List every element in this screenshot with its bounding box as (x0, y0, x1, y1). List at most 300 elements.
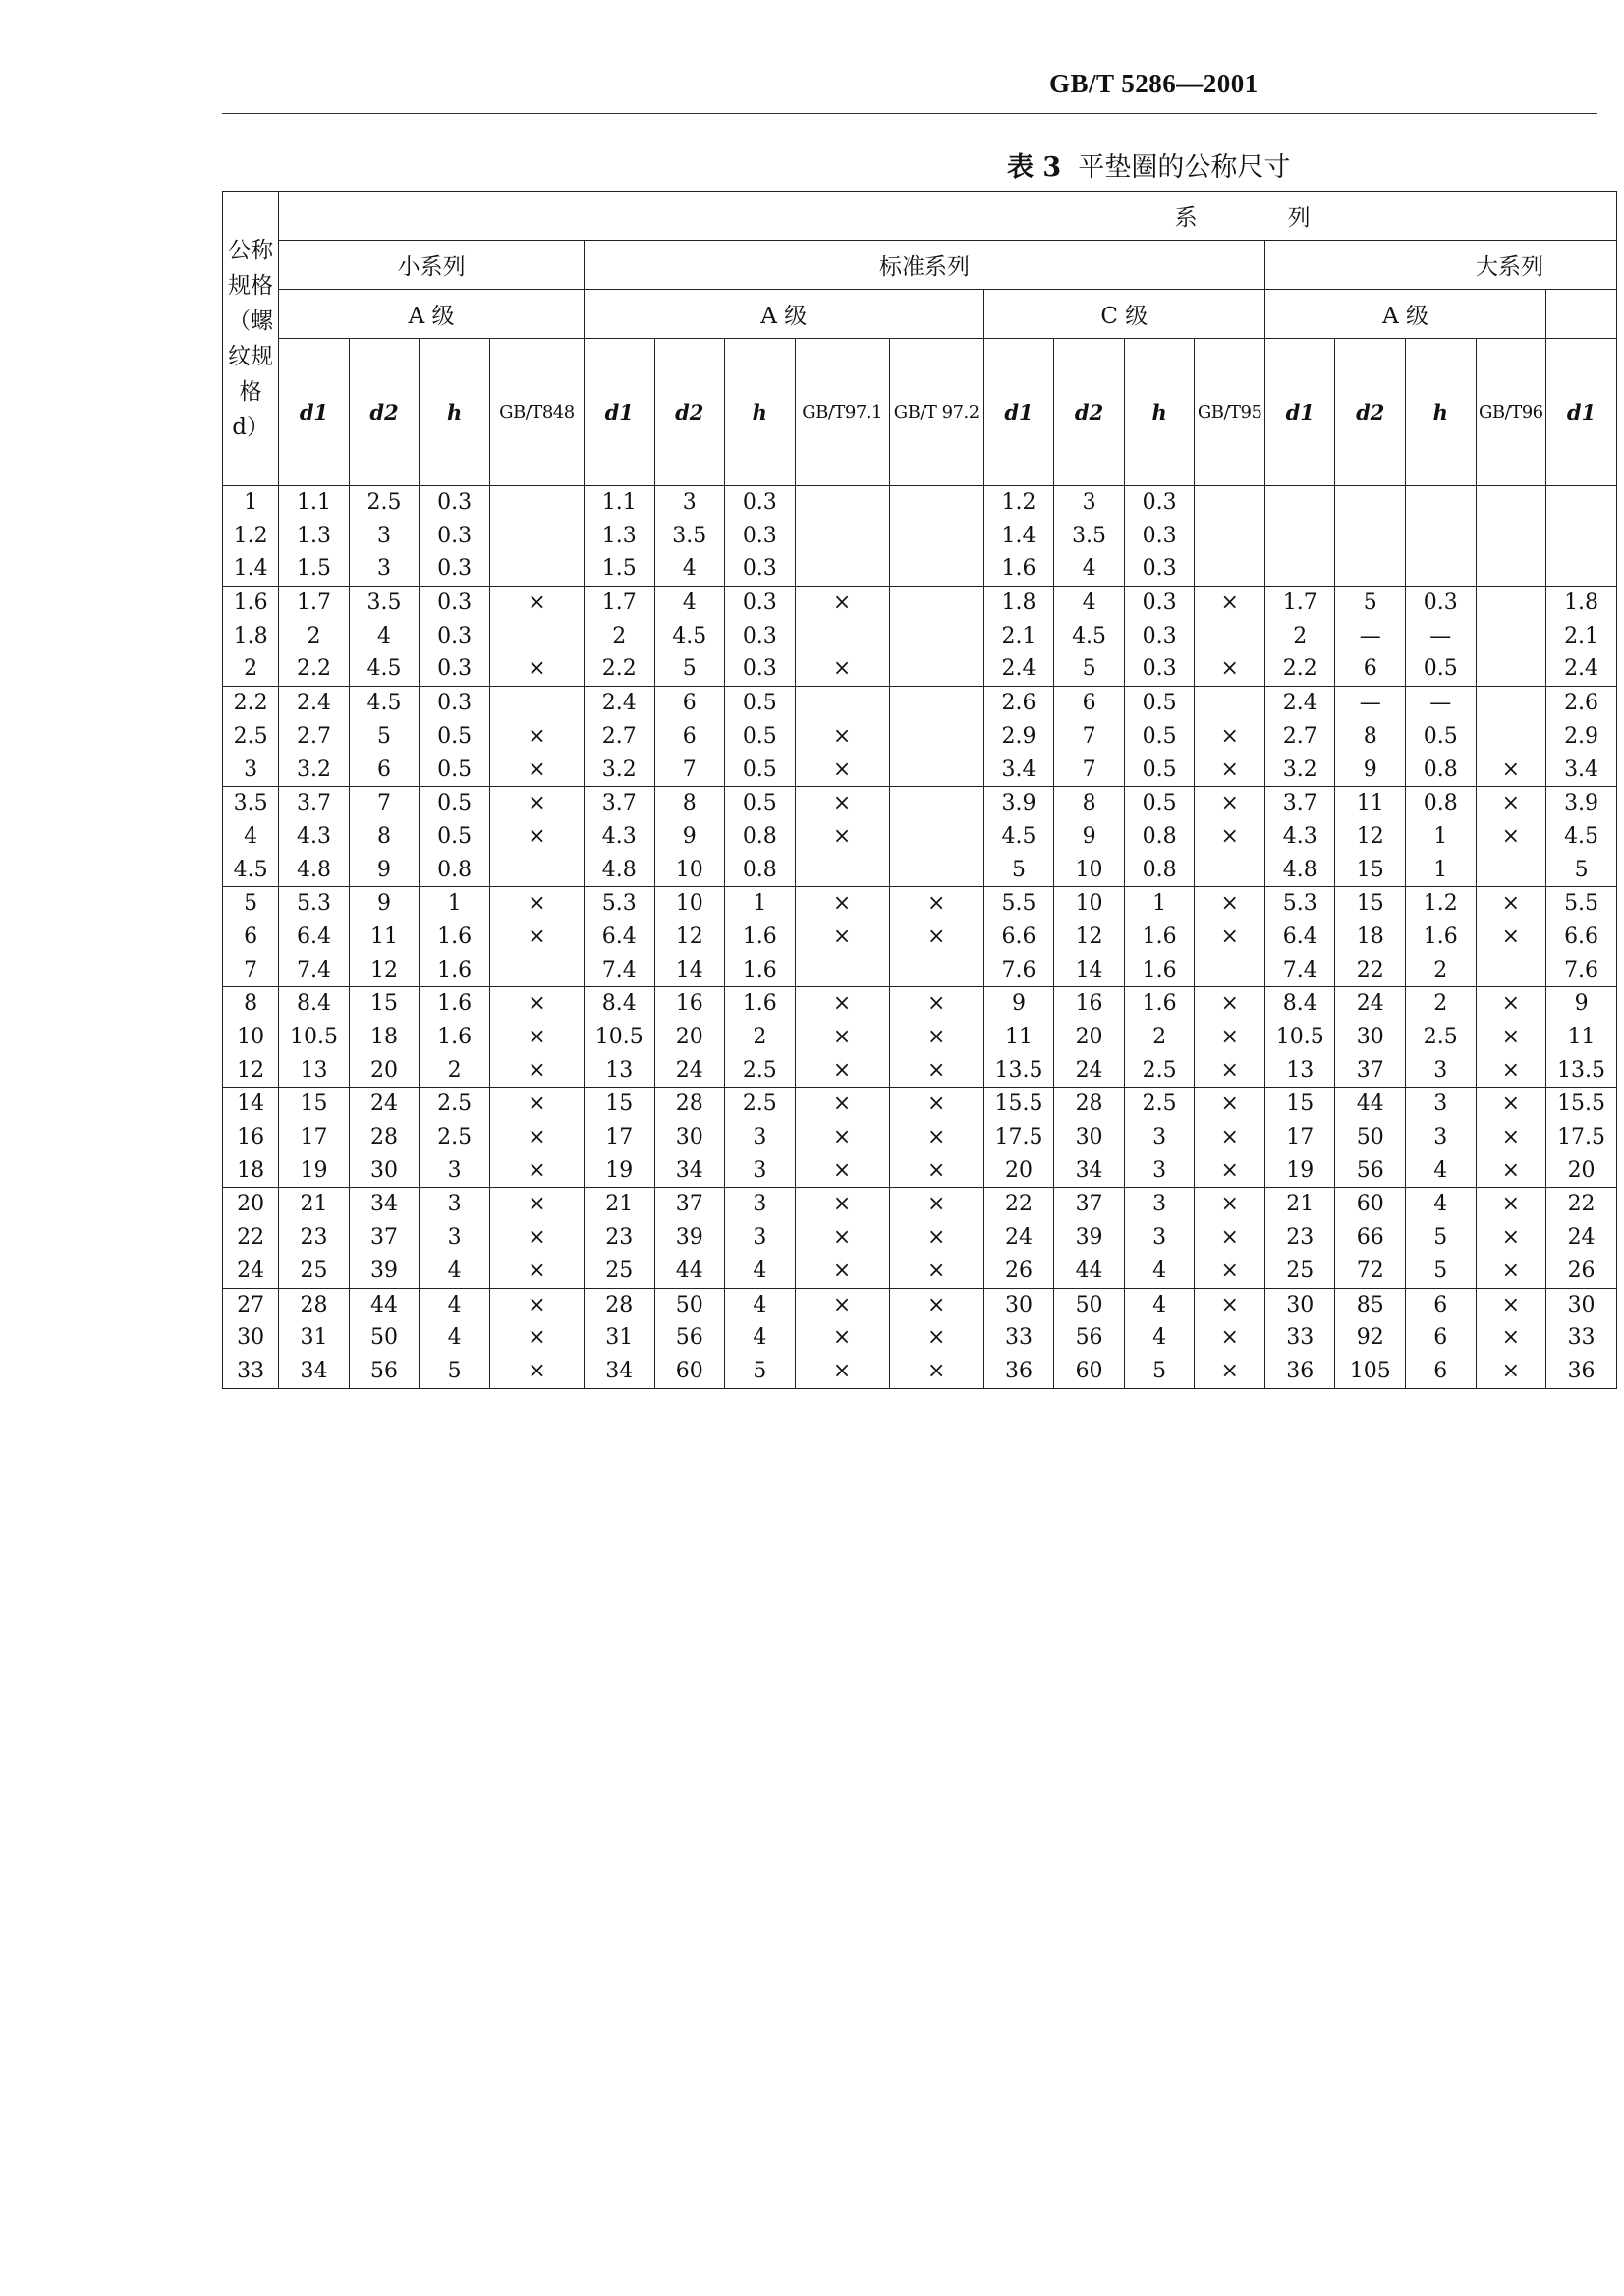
cell-value: 2.1 (1564, 623, 1599, 648)
table-cell (349, 687, 420, 787)
cell-value: 20 (1567, 1157, 1596, 1183)
table-row-group (223, 987, 1617, 1088)
cell-value: 10 (1075, 857, 1103, 882)
cell-value (1195, 687, 1264, 720)
cell-value: 17 (1286, 1125, 1315, 1150)
cell-value: 18 (370, 1025, 399, 1049)
table-cell (725, 887, 796, 987)
column-header: d1 (584, 339, 654, 486)
table-cell (725, 987, 796, 1088)
cell-value: × (1220, 823, 1239, 849)
cell-value: × (1501, 924, 1521, 949)
cell-value: 20 (1075, 1025, 1103, 1049)
table-cell (420, 787, 490, 887)
cell-value: × (1501, 991, 1521, 1017)
cell-value: 39 (370, 1258, 399, 1283)
table-cell (420, 587, 490, 687)
table-cell (1054, 887, 1125, 987)
cell-value: 2.9 (1564, 723, 1599, 749)
table-cell (983, 887, 1054, 987)
cell-value: 26 (1005, 1258, 1034, 1283)
cell-value: 9 (377, 891, 392, 917)
cell-value: 0.3 (1142, 623, 1177, 648)
large-series-header: 大系列 (1264, 241, 1616, 290)
cell-value: 15 (1356, 891, 1384, 917)
table-row-group (223, 687, 1617, 787)
cell-value: × (926, 1225, 946, 1251)
table-cell (1195, 486, 1265, 587)
table-cell (279, 1088, 350, 1188)
table-cell (279, 1188, 350, 1288)
table-cell (1546, 486, 1617, 587)
cell-value: × (528, 991, 546, 1017)
cell-value: × (1501, 756, 1521, 782)
cell-value: 8.4 (297, 991, 331, 1017)
cell-value: 7 (377, 791, 392, 816)
cell-value: × (1501, 1125, 1521, 1150)
cell-value: × (926, 1258, 946, 1283)
cell-value: 3.5 (672, 523, 707, 548)
cell-value: 13.5 (1557, 1057, 1606, 1083)
cell-value: 10 (1075, 891, 1103, 917)
cell-value: 5 (1433, 1225, 1448, 1251)
cell-value (1477, 720, 1546, 754)
cell-value (796, 486, 889, 520)
table-cell (1546, 987, 1617, 1088)
cell-value: 9 (1363, 756, 1377, 782)
table-cell (1054, 587, 1125, 687)
cell-value: 10 (675, 857, 703, 882)
column-header: d2 (1335, 339, 1406, 486)
cell-value (890, 754, 983, 787)
cell-value: × (528, 1092, 546, 1117)
table-cell (349, 1288, 420, 1388)
cell-value: 1.6 (437, 957, 473, 982)
cell-value (1195, 854, 1264, 887)
cell-value: × (528, 1258, 546, 1283)
column-header: GB/T95 (1195, 339, 1265, 486)
cell-value: 5 (1574, 857, 1589, 882)
cell-value: 2.7 (601, 723, 637, 749)
standard-series-header: 标准系列 (584, 241, 1264, 290)
cell-value: 4.5 (366, 691, 402, 716)
table-cell (1195, 1288, 1265, 1388)
cell-value: 2.7 (1282, 723, 1317, 749)
table-cell (1054, 687, 1125, 787)
cell-value: 1.8 (1564, 590, 1599, 616)
cell-value: 60 (1075, 1358, 1103, 1383)
cell-value: × (528, 1157, 546, 1183)
cell-value: 3.7 (1282, 791, 1317, 816)
cell-value: 1.5 (297, 556, 331, 582)
cell-value: 0.3 (742, 656, 777, 682)
table-cell (654, 1188, 725, 1288)
table-cell (983, 1188, 1054, 1288)
cell-value: 105 (1349, 1358, 1391, 1383)
table-cell (1124, 1288, 1195, 1388)
cell-value: 30 (370, 1157, 399, 1183)
cell-value: 22 (237, 1225, 265, 1251)
cell-value: 5.3 (601, 891, 637, 917)
cell-value: 56 (675, 1325, 703, 1351)
table-cell (1124, 587, 1195, 687)
table-cell (349, 587, 420, 687)
cell-value: 1 (753, 891, 767, 917)
cell-value: × (528, 1192, 546, 1217)
cell-value: × (528, 791, 546, 816)
cell-value: × (832, 1225, 852, 1251)
cell-value: 11 (1567, 1025, 1596, 1049)
table-cell (489, 987, 584, 1088)
cell-value: × (528, 1057, 546, 1083)
cell-value: × (1220, 1292, 1239, 1317)
cell-value: × (832, 891, 852, 917)
table-cell (1054, 1088, 1125, 1188)
cell-value: 0.3 (742, 556, 777, 582)
cell-value (1265, 552, 1335, 586)
washer-dimension-table (222, 191, 1617, 1389)
cell-value (1406, 520, 1476, 553)
cell-value (796, 620, 889, 653)
cell-value (490, 552, 584, 586)
table-cell (983, 486, 1054, 587)
cell-value: 13 (605, 1057, 634, 1083)
grade-c-standard-header: C 级 (983, 290, 1264, 339)
cell-value: 30 (237, 1325, 265, 1351)
column-header: d2 (1054, 339, 1125, 486)
table-cell (983, 687, 1054, 787)
cell-value: 10 (675, 891, 703, 917)
table-cell (584, 1188, 654, 1288)
column-header: GB/T96 (1476, 339, 1546, 486)
table-cell (349, 1088, 420, 1188)
cell-value: × (832, 1192, 852, 1217)
cell-value: 66 (1356, 1225, 1384, 1251)
table-cell (1406, 587, 1477, 687)
cell-value: 5 (1082, 656, 1096, 682)
cell-value: 0.8 (742, 857, 777, 882)
cell-value: 3 (682, 490, 697, 515)
cell-value: 25 (605, 1258, 634, 1283)
cell-value (796, 854, 889, 887)
cell-value: × (832, 1258, 852, 1283)
table-cell (1335, 687, 1406, 787)
cell-value: 0.3 (437, 490, 473, 515)
cell-value: 2 (244, 656, 258, 682)
small-series-header: 小系列 (279, 241, 585, 290)
table-cell (654, 1088, 725, 1188)
table-cell (1335, 987, 1406, 1088)
cell-value: 19 (1286, 1157, 1315, 1183)
cell-value: × (926, 1157, 946, 1183)
cell-value: 20 (370, 1057, 399, 1083)
cell-value: 1.6 (437, 991, 473, 1017)
cell-value: 33 (237, 1358, 265, 1383)
cell-value (890, 787, 983, 820)
table-cell (584, 987, 654, 1088)
cell-value: 2.6 (1001, 691, 1036, 716)
cell-value: × (528, 1325, 546, 1351)
cell-value: 3 (377, 523, 392, 548)
cell-value: 50 (1075, 1292, 1103, 1317)
cell-value: 50 (370, 1325, 399, 1351)
table-cell (1476, 687, 1546, 787)
cell-value: 1.3 (297, 523, 331, 548)
cell-value: 4 (682, 590, 697, 616)
cell-value (890, 620, 983, 653)
cell-value: × (528, 891, 546, 917)
cell-value: × (528, 590, 546, 616)
cell-value: 7.4 (1282, 957, 1317, 982)
table-cell (420, 486, 490, 587)
cell-value: 34 (300, 1358, 328, 1383)
cell-value: 3 (1433, 1125, 1448, 1150)
cell-value: × (1501, 1358, 1521, 1383)
cell-value: 17 (605, 1125, 634, 1150)
cell-value: 19 (300, 1157, 328, 1183)
table-cell (983, 587, 1054, 687)
cell-value: 0.5 (742, 723, 777, 749)
cell-value: × (528, 1125, 546, 1150)
cell-value: 1.6 (1142, 991, 1177, 1017)
column-header: d2 (349, 339, 420, 486)
cell-value: × (1501, 1292, 1521, 1317)
cell-value: 3.2 (1282, 756, 1317, 782)
washer-dimension-table-viewport (222, 191, 1606, 1389)
table-cell (983, 1288, 1054, 1388)
cell-value: 5 (682, 656, 697, 682)
cell-value (1195, 954, 1264, 987)
cell-value: 1 (447, 891, 462, 917)
cell-value: 8 (682, 791, 697, 816)
cell-value: 11 (1356, 791, 1384, 816)
column-header: d1 (983, 339, 1054, 486)
cell-value: 1.3 (601, 523, 637, 548)
cell-value: 0.3 (742, 523, 777, 548)
cell-value: × (528, 1292, 546, 1317)
nominal-size-cell (223, 587, 279, 687)
cell-value: 0.3 (437, 556, 473, 582)
cell-value: 37 (1075, 1192, 1103, 1217)
cell-value: 12 (675, 924, 703, 949)
cell-value (490, 620, 584, 653)
cell-value: × (528, 1225, 546, 1251)
table-cell (1124, 787, 1195, 887)
table-cell (654, 787, 725, 887)
cell-value: 3.9 (1564, 791, 1599, 816)
nominal-size-cell (223, 687, 279, 787)
cell-value: 34 (370, 1192, 399, 1217)
cell-value: 4 (447, 1292, 462, 1317)
cell-value: 2.5 (437, 1125, 473, 1150)
cell-value: 2.2 (297, 656, 331, 682)
cell-value: 6 (1433, 1292, 1448, 1317)
table-caption-prefix: 表 3 (1007, 152, 1062, 183)
cell-value (1477, 587, 1546, 620)
nominal-size-cell (223, 787, 279, 887)
cell-value: 30 (1356, 1025, 1384, 1049)
table-cell (889, 486, 983, 587)
column-header: GB/T97.1 (795, 339, 889, 486)
cell-value: × (832, 1025, 852, 1049)
cell-value: 0.8 (1423, 791, 1458, 816)
table-cell (1335, 887, 1406, 987)
table-cell (1054, 1288, 1125, 1388)
cell-value: 4 (753, 1292, 767, 1317)
cell-value: 1.6 (1142, 957, 1177, 982)
cell-value: 17 (300, 1125, 328, 1150)
cell-value: 36 (1567, 1358, 1596, 1383)
cell-value: 7.6 (1001, 957, 1036, 982)
cell-value: 3 (753, 1157, 767, 1183)
cell-value: 2.4 (1564, 656, 1599, 682)
column-header: d1 (1546, 339, 1617, 486)
cell-value: 31 (300, 1325, 328, 1351)
table-cell (889, 887, 983, 987)
cell-value: × (1501, 823, 1521, 849)
cell-value: 44 (675, 1258, 703, 1283)
cell-value: 20 (237, 1192, 265, 1217)
column-header: h (1406, 339, 1477, 486)
table-cell (1335, 1088, 1406, 1188)
column-header: GB/T 97.2 (889, 339, 983, 486)
cell-value: 4 (244, 823, 258, 849)
table-cell (795, 1188, 889, 1288)
table-cell (420, 1188, 490, 1288)
cell-value: 4.5 (672, 623, 707, 648)
cell-value: 4 (1433, 1157, 1448, 1183)
cell-value: 4.3 (1282, 823, 1317, 849)
cell-value: 18 (1356, 924, 1384, 949)
cell-value: 21 (300, 1192, 328, 1217)
cell-value: 1.4 (233, 556, 268, 582)
cell-value: 4 (682, 556, 697, 582)
cell-value: 85 (1356, 1292, 1384, 1317)
cell-value: 1.6 (1423, 924, 1458, 949)
cell-value: 0.5 (1423, 723, 1458, 749)
cell-value (490, 486, 584, 520)
cell-value: 34 (675, 1157, 703, 1183)
cell-value: × (926, 1092, 946, 1117)
column-header: GB/T848 (489, 339, 584, 486)
cell-value: 0.3 (437, 590, 473, 616)
table-cell (349, 887, 420, 987)
cell-value: 4.5 (366, 656, 402, 682)
cell-value: 4.8 (1282, 857, 1317, 882)
table-cell (584, 1288, 654, 1388)
cell-value: 0.5 (742, 756, 777, 782)
cell-value: 24 (675, 1057, 703, 1083)
cell-value: 3 (753, 1192, 767, 1217)
table-cell (489, 587, 584, 687)
table-cell (1476, 987, 1546, 1088)
cell-value: 1.6 (742, 924, 777, 949)
cell-value: × (1220, 590, 1239, 616)
cell-value: 12 (370, 957, 399, 982)
cell-value (1265, 520, 1335, 553)
cell-value: 8.4 (1282, 991, 1317, 1017)
cell-value: × (926, 924, 946, 949)
cell-value (1546, 520, 1616, 553)
table-cell (654, 887, 725, 987)
table-cell (725, 486, 796, 587)
cell-value: 3.2 (601, 756, 637, 782)
table-cell (1546, 887, 1617, 987)
cell-value: 24 (1567, 1225, 1596, 1251)
cell-value: 92 (1356, 1325, 1384, 1351)
table-cell (1406, 1188, 1477, 1288)
cell-value (1477, 620, 1546, 653)
cell-value: × (832, 1358, 852, 1383)
table-cell (1264, 1188, 1335, 1288)
cell-value (796, 520, 889, 553)
cell-value: × (1220, 656, 1239, 682)
table-cell (1264, 987, 1335, 1088)
cell-value: 16 (675, 991, 703, 1017)
table-row-group (223, 587, 1617, 687)
cell-value (1406, 552, 1476, 586)
table-cell (1264, 486, 1335, 587)
table-cell (795, 1088, 889, 1188)
cell-value (490, 954, 584, 987)
cell-value: 1.7 (297, 590, 331, 616)
table-cell (1546, 587, 1617, 687)
cell-value: 4.8 (297, 857, 331, 882)
cell-value: 4.5 (233, 857, 268, 882)
table-cell (420, 687, 490, 787)
cell-value (890, 954, 983, 987)
cell-value: 5 (1152, 1358, 1167, 1383)
cell-value: × (1220, 1025, 1239, 1049)
cell-value: 3 (1433, 1057, 1448, 1083)
cell-value: × (1501, 1325, 1521, 1351)
cell-value (1546, 486, 1616, 520)
cell-value: 4 (1082, 556, 1096, 582)
cell-value: × (1220, 1358, 1239, 1383)
cell-value: 37 (675, 1192, 703, 1217)
cell-value: 0.8 (437, 857, 473, 882)
cell-value: — (1429, 623, 1452, 648)
cell-value: 7.4 (297, 957, 331, 982)
table-cell (1546, 687, 1617, 787)
table-cell (1476, 1188, 1546, 1288)
table-cell (1264, 687, 1335, 787)
cell-value: 0.8 (1423, 756, 1458, 782)
cell-value: 2.2 (1282, 656, 1317, 682)
cell-value: × (1220, 891, 1239, 917)
table-cell (1124, 1188, 1195, 1288)
table-cell (889, 687, 983, 787)
table-cell (1124, 987, 1195, 1088)
cell-value: 17.5 (994, 1125, 1043, 1150)
cell-value: 1.5 (601, 556, 637, 582)
table-cell (420, 1088, 490, 1188)
cell-value: 10 (237, 1025, 265, 1049)
cell-value: 3.2 (297, 756, 331, 782)
cell-value: 11 (1005, 1025, 1034, 1049)
cell-value: 5 (1363, 590, 1377, 616)
cell-value: 1.4 (1001, 523, 1036, 548)
table-cell (420, 1288, 490, 1388)
cell-value: 50 (675, 1292, 703, 1317)
cell-value: 6.6 (1564, 924, 1599, 949)
table-cell (1264, 887, 1335, 987)
cell-value: 13 (1286, 1057, 1315, 1083)
cell-value: 9 (1012, 991, 1027, 1017)
table-caption-title: 平垫圈的公称尺寸 (1078, 152, 1291, 183)
table-cell (1054, 987, 1125, 1088)
cell-value: 3 (753, 1225, 767, 1251)
